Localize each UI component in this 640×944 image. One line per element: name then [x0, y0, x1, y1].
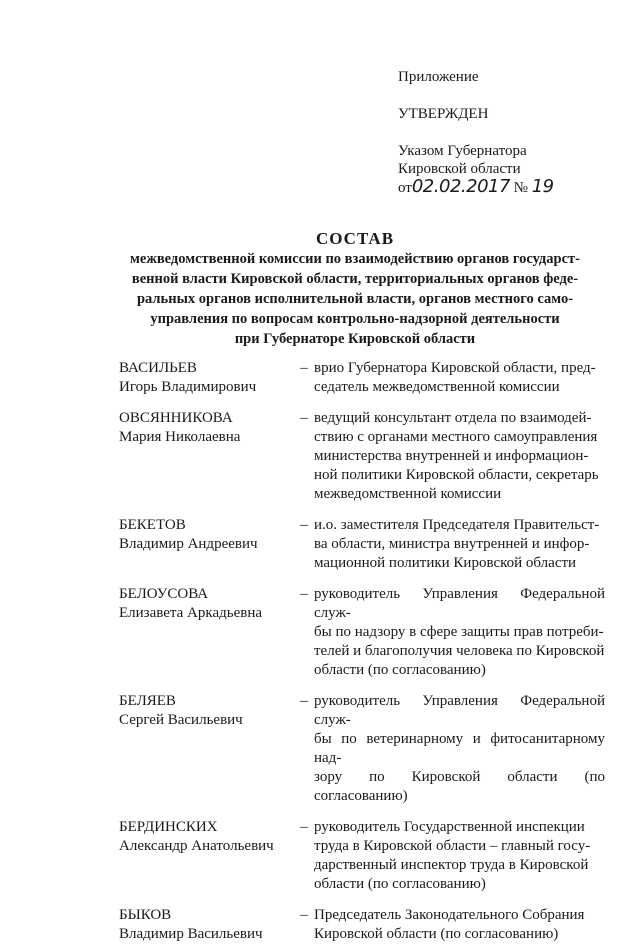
member-role	[314, 585, 605, 680]
member-given-name: Владимир Андреевич	[119, 536, 258, 552]
role-line: мационной политики Кировской области	[314, 555, 577, 571]
member-dash: –	[300, 517, 308, 533]
heading-line: ральных органов исполнительной власти, органов местного само-	[136, 291, 574, 307]
member-row	[119, 692, 605, 806]
member-role	[314, 516, 605, 573]
role-line: седатель межведомственной комиссии	[314, 379, 560, 395]
member-row	[119, 359, 605, 397]
members-list	[119, 359, 605, 944]
member-name	[119, 692, 294, 806]
member-name	[119, 516, 294, 573]
member-given-name: Александр Анатольевич	[119, 838, 274, 854]
member-given-name: Игорь Владимирович	[119, 379, 257, 395]
member-name	[119, 409, 294, 504]
role-line: ва области, министра внутренней и инфор-	[314, 536, 590, 552]
role-line: ствию с органами местного самоуправления	[314, 429, 598, 445]
member-surname: БЕКЕТОВ	[119, 517, 186, 533]
member-role	[314, 906, 605, 944]
role-line: зору по Кировской области (по согласованию)	[314, 769, 605, 804]
member-dash: –	[300, 907, 308, 923]
number-sign: №	[513, 180, 528, 196]
member-row	[119, 516, 605, 573]
role-line: области (по согласованию)	[314, 876, 486, 892]
role-line: руководитель Государственной инспекции	[314, 819, 585, 835]
member-surname: ОВСЯННИКОВА	[119, 410, 233, 426]
member-dash: –	[300, 360, 308, 376]
document-heading	[105, 229, 605, 349]
role-line: и.о. заместителя Председателя Правительст-	[314, 517, 600, 533]
approved-label: УТВЕРЖДЕН	[398, 106, 489, 122]
member-dash: –	[300, 410, 308, 426]
role-line: Председатель Законодательного Собрания	[314, 907, 585, 923]
role-line: области (по согласованию)	[314, 662, 486, 678]
member-dash: –	[300, 693, 308, 709]
member-given-name: Владимир Васильевич	[119, 926, 263, 942]
member-name	[119, 359, 294, 397]
member-dash: –	[300, 586, 308, 602]
role-line: ной политики Кировской области, секретарь	[314, 467, 599, 483]
member-surname: БЫКОВ	[119, 907, 172, 923]
role-line: телей и благополучия человека по Кировской	[314, 643, 605, 659]
heading-line: венной власти Кировской области, территориальных органов феде-	[131, 271, 579, 287]
member-role	[314, 818, 605, 894]
member-role	[314, 409, 605, 504]
approval-block	[398, 68, 554, 197]
role-line: бы по надзору в сфере защиты прав потреби-	[314, 624, 604, 640]
member-role	[314, 359, 605, 397]
member-given-name: Елизавета Аркадьевна	[119, 605, 263, 621]
role-line: межведомственной комиссии	[314, 486, 502, 502]
member-surname: БЕРДИНСКИХ	[119, 819, 218, 835]
heading-line: межведомственной комиссии по взаимодействию органов государст-	[130, 251, 580, 267]
role-line: министерства внутренней и информацион-	[314, 448, 589, 464]
member-dash: –	[300, 819, 308, 835]
decree-line-1: Указом Губернатора	[398, 143, 527, 159]
heading-line: управления по вопросам контрольно-надзорной деятельности	[150, 311, 560, 327]
decree-line-2: Кировской области	[398, 161, 521, 177]
appendix-label: Приложение	[398, 69, 479, 85]
member-row	[119, 906, 605, 944]
role-line: ведущий консультант отдела по взаимодей-	[314, 410, 592, 426]
handwritten-date: 02.02.2017	[411, 176, 510, 197]
role-line: бы по ветеринарному и фитосанитарному над-	[314, 731, 605, 766]
date-prefix: от	[398, 180, 412, 196]
decree-date-line	[398, 178, 554, 197]
role-line: Кировской области (по согласованию)	[314, 926, 559, 942]
role-line: дарственный инспектор труда в Кировской	[314, 857, 589, 873]
member-name	[119, 906, 294, 944]
member-surname: ВАСИЛЬЕВ	[119, 360, 197, 376]
role-line: руководитель Управления Федеральной служ-	[314, 586, 605, 621]
role-line: руководитель Управления Федеральной служ-	[314, 693, 605, 728]
member-given-name: Мария Николаевна	[119, 429, 241, 445]
member-name	[119, 585, 294, 680]
member-role	[314, 692, 605, 806]
heading-title: СОСТАВ	[315, 229, 395, 248]
member-given-name: Сергей Васильевич	[119, 712, 243, 728]
member-name	[119, 818, 294, 894]
member-surname: БЕЛОУСОВА	[119, 586, 209, 602]
handwritten-number: 19	[531, 176, 554, 197]
member-row	[119, 409, 605, 504]
role-line: врио Губернатора Кировской области, пред-	[314, 360, 596, 376]
heading-line: при Губернаторе Кировской области	[234, 331, 476, 347]
member-surname: БЕЛЯЕВ	[119, 693, 176, 709]
member-row	[119, 818, 605, 894]
member-row	[119, 585, 605, 680]
role-line: труда в Кировской области – главный госу-	[314, 838, 591, 854]
